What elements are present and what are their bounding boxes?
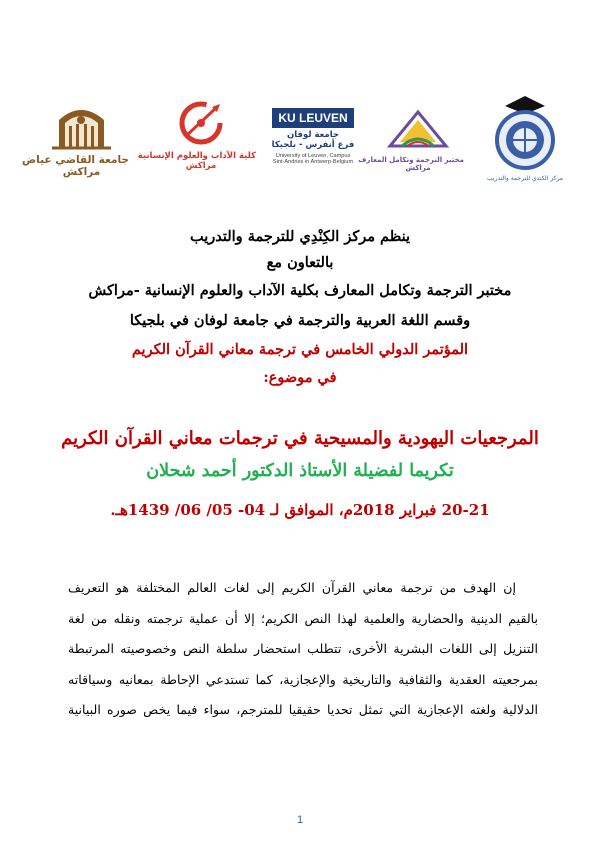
ku-leuven-arabic-name: جامعة لوفان [286,130,340,140]
logos-row [22,98,574,188]
qadi-ayyad-university-logo [22,98,129,179]
paragraph-line: بالقيم الدينية والحضارية والعلمية لهذا النص الكريم؛ إلا أن عملية ترجمته ونقله من لغة [68,610,538,626]
paragraph-line: الدلالية ولغته الإعجازية التي تمثل تحديا حقيقيا للمترجم، سواء فيما يخص صوره البيانية [68,702,538,717]
ku-leuven-logo [254,108,372,165]
kindi-center-emblem-icon [479,92,571,174]
ku-leuven-arabic-branch: فرع أنفرس - بلجيكا [271,139,355,150]
ku-leuven-english-line2: Sint-Andries in Antwerp-Belgium [272,158,354,165]
partner-lab-line: مختبر الترجمة وتكامل المعارف بكلية الآداب والعلوم الإنسانية -مراكش [88,282,512,299]
faculty-city: مراكش [185,160,217,171]
ku-leuven-english-line1: University of Leuven, Campus [275,152,351,159]
translation-lab-city: مراكش [405,164,431,173]
conference-title: المؤتمر الدولي الخامس في ترجمة معاني القرآن الكريم [131,341,469,358]
translation-lab-logo [358,106,464,173]
paragraph-line: بمرجعيته العقدية والثقافية والتاريخية والإعجازية، كما تستدعي الإحاطة بمعانيه وسياقاته [68,671,538,687]
kindi-center-caption: مركز الكندي للترجمة والتدريب [486,175,564,182]
faculty-letters-logo [137,98,256,172]
translation-lab-emblem-icon [372,106,464,152]
cooperation-line: بالتعاون مع [266,254,334,271]
honoree-line: تكريما لفضيلة الأستاذ الدكتور أحمد شحلان [146,461,454,481]
paragraph-line: إن الهدف من ترجمة معاني القرآن الكريم إلى لغات العالم المختلفة هو التعريف [68,580,516,595]
date-line: 20-21 فبراير 2018م، الموافق لـ 04- 05/ 06/ 1439هـ. [110,501,490,519]
qadi-ayyad-emblem-icon [34,98,129,150]
paragraph-line: التنزيل إلى اللغات البشرية الأخرى، تتطلب استحضار سلطة النص وخصوصيته المرتبطة [68,641,538,656]
ku-leuven-brand: KU LEUVEN [272,108,354,128]
page-number: 1 [296,814,304,826]
translation-lab-name: مختبر الترجمة وتكامل المعارف [358,156,464,164]
kindi-center-logo [479,92,571,183]
faculty-name: كلية الآداب والعلوم الإنسانية [137,151,256,161]
partner-university-line: وقسم اللغة العربية والترجمة في جامعة لوفان في بلجيكا [129,312,471,329]
faculty-emblem-icon [146,98,256,148]
qadi-ayyad-city: مراكش [62,166,101,179]
qadi-ayyad-name: جامعة القاضي عياض [22,154,129,166]
topic-label: في موضوع: [263,369,337,386]
intro-paragraph [68,573,538,726]
topic-title: المرجعيات اليهودية والمسيحية في ترجمات معاني القرآن الكريم [61,428,539,449]
organizer-line: ينظم مركز الكِنْدِي للترجمة والتدريب [189,228,411,245]
